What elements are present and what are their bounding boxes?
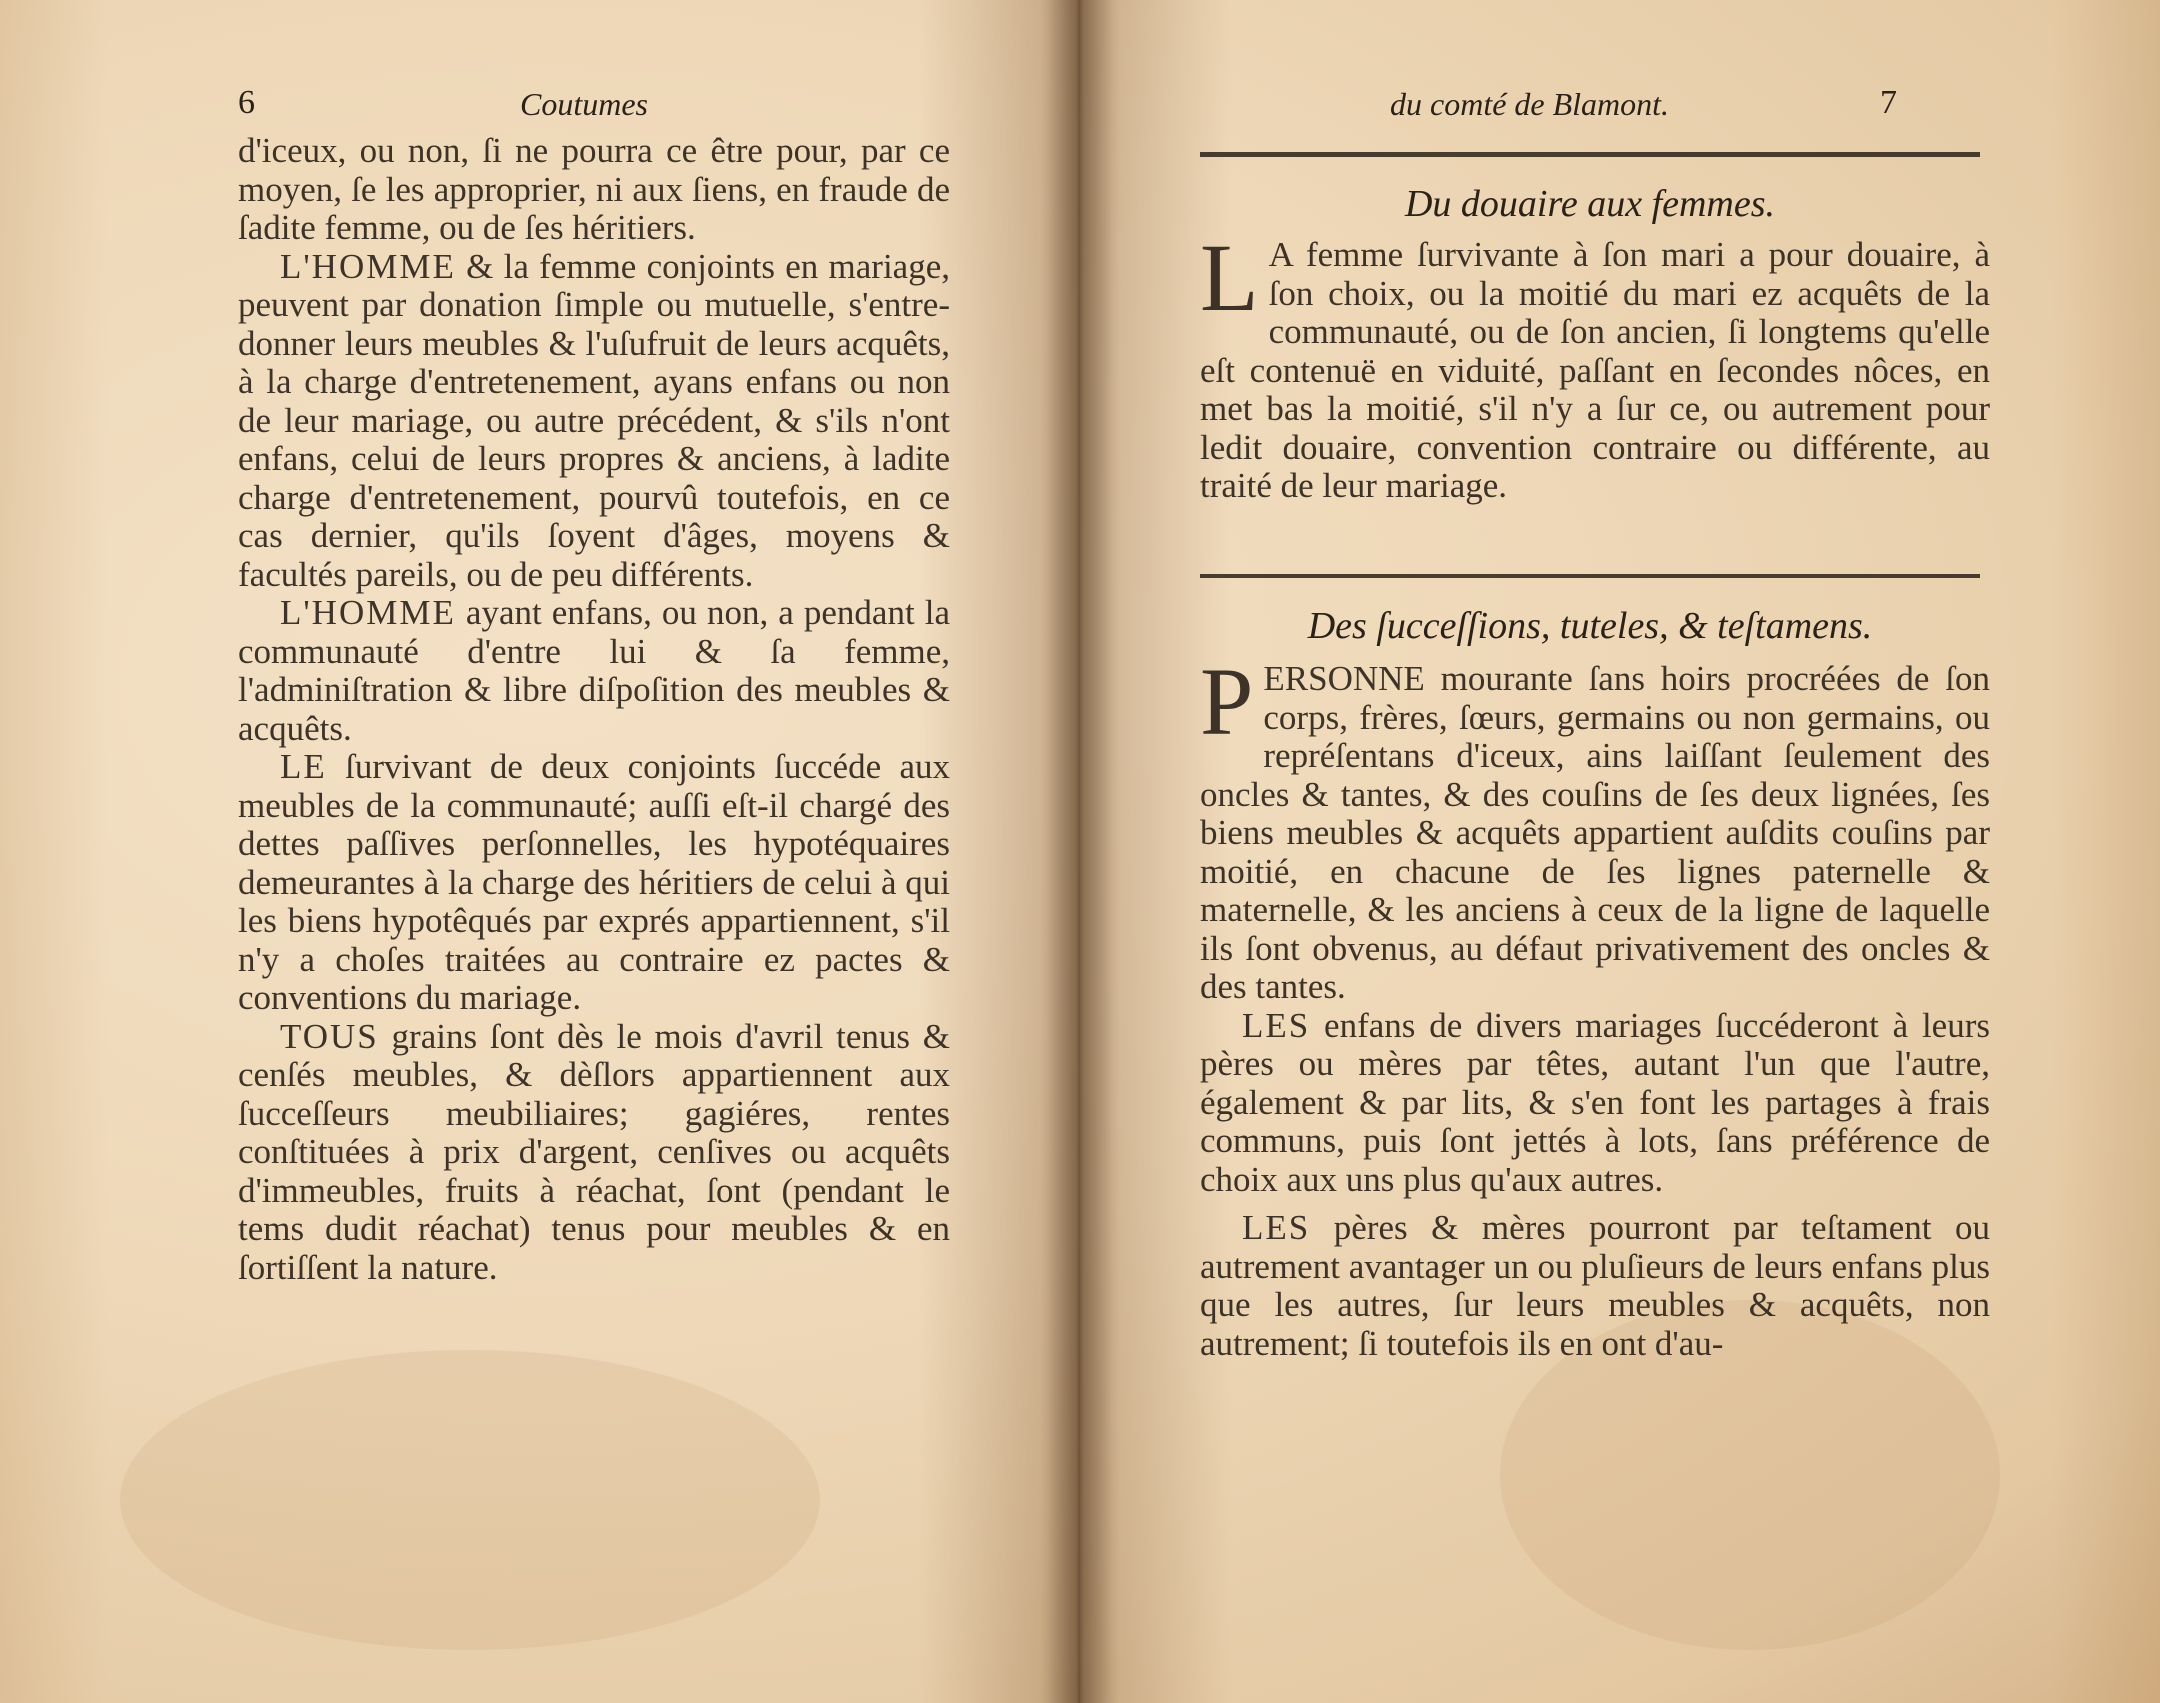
section-douaire-text [1200,224,1990,506]
left-text-block [238,132,950,1287]
paragraph [238,248,950,595]
running-head: Coutumes [520,86,648,122]
paragraph-text: ayant enfans, ou non, a pendant la communauté d'entre lui & ſa femme, l'adminiſtration & libre diſpoſition des meubles & acquêts. [238,593,950,748]
section-title: Des ſucceſſions, tuteles, & teſtamens. [1307,605,1873,647]
paragraph-text: grains ſont dès le mois d'avril tenus & cenſés meubles, & dèſlors appartiennent aux ſucceſſeurs meubiliaires; gagiéres, rentes conſtituées à prix d'argent, cenſives ou acquêts d'immeubles, fruits à réachat, ſont (pendant le tems dudit réachat) tenus pour meubles & en ſortiſſent la nature. [238,1016,950,1287]
paragraph [238,132,950,248]
paragraph-text: enfans de divers mariages ſuccéderont à leurs pères ou mères par têtes, autant l'un que l'autre, également & par lits, & s'en font les partages à frais communs, puis ſont jettés à lots, ſans préférence de choix aux uns plus qu'aux autres. [1200,1005,1990,1199]
running-head: du comté de Blamont. [1390,86,1670,122]
paragraph-lead: LE [280,747,327,786]
paragraph [1200,1007,1990,1200]
paragraph-lead: TOUS [280,1016,379,1056]
paragraph-lead: LES [1242,1005,1311,1045]
page-number: 7 [1880,84,1897,121]
paragraph-text: ſurvivant de deux conjoints ſuccéde aux meubles de la communauté; auſſi eſt-il chargé des dettes paſſives perſonnelles, les hypotéquaires demeurantes à la charge des héritiers de celui à qui les biens hypotêqués par exprés appartiennent, s'il n'y a choſes traitées au contraire ez pactes & conventions du mariage. [238,747,950,1017]
right-page [1080,0,2160,1703]
paragraph-text: d'iceux, ou non, ſi ne pourra ce être pour, par ce moyen, ſe les approprier, ni aux ſiens, en fraude de ſadite femme, ou de ſes héritiers. [238,131,950,247]
drop-cap: L [1200,224,1259,331]
paragraph-text: & la femme conjoints en mariage, peuvent par donation ſimple ou mutuelle, s'entre-donner leurs meubles & l'uſufruit de leurs acquêts, à la charge d'entretenement, ayans enfans ou non de leur mariage, ou autre précédent, & s'ils n'ont enfans, celui de leurs propres & anciens, à ladite charge d'entretenement, pourvû toutefois, en ce cas dernier, qu'ils ſoyent d'âges, moyens & facultés pareils, ou de peu différents. [238,246,950,594]
paragraph [238,1018,950,1288]
paragraph-text: ERSONNE mourante ſans hoirs procréées de ſon corps, frères, ſœurs, germains ou non germains, ou repréſentans d'iceux, ains laiſſant ſeulement des oncles & tantes, & des couſins de ſes deux lignées, ſes biens meubles & acquêts appartient auſdits couſins par moitié, en chacune de ſes lignes paternelle & maternelle, & les anciens à ceux de la ligne de laquelle ils ſont obvenus, au défaut privativement des oncles & des tantes. [1200,659,1990,1006]
paragraph-lead: L'HOMME [280,246,456,286]
section-title: Du douaire aux femmes. [1404,183,1776,225]
section-rule [1200,152,1980,157]
paragraph-lead: L'HOMME [280,593,456,632]
paragraph [238,594,950,748]
paragraph [1200,1209,1990,1363]
page-number: 6 [238,84,255,121]
paragraph-text: pères & mères pourront par teſtament ou autrement avantager un ou pluſieurs de leurs enfans plus que les autres, ſur leurs meubles & acquêts, non autrement; ſi toutefois ils en ont d'au- [1200,1208,1990,1363]
drop-cap: P [1200,648,1254,755]
paragraph [1200,224,1990,506]
paragraph-lead: LES [1242,1208,1311,1247]
section-rule [1200,574,1980,578]
section-successions-text [1200,648,1990,1363]
paragraph [1200,648,1990,1007]
paragraph [238,748,950,1018]
paragraph-text: A femme ſurvivante à ſon mari a pour douaire, à ſon choix, ou la moitié du mari ez acquêts de la communauté, ou de ſon ancien, ſi longtems qu'elle eſt contenuë en viduité, paſſant en ſecondes nôces, en met bas la moitié, s'il n'y a ſur ce, ou autrement pour ledit douaire, convention contraire ou différente, au traité de leur mariage. [1200,235,1990,505]
